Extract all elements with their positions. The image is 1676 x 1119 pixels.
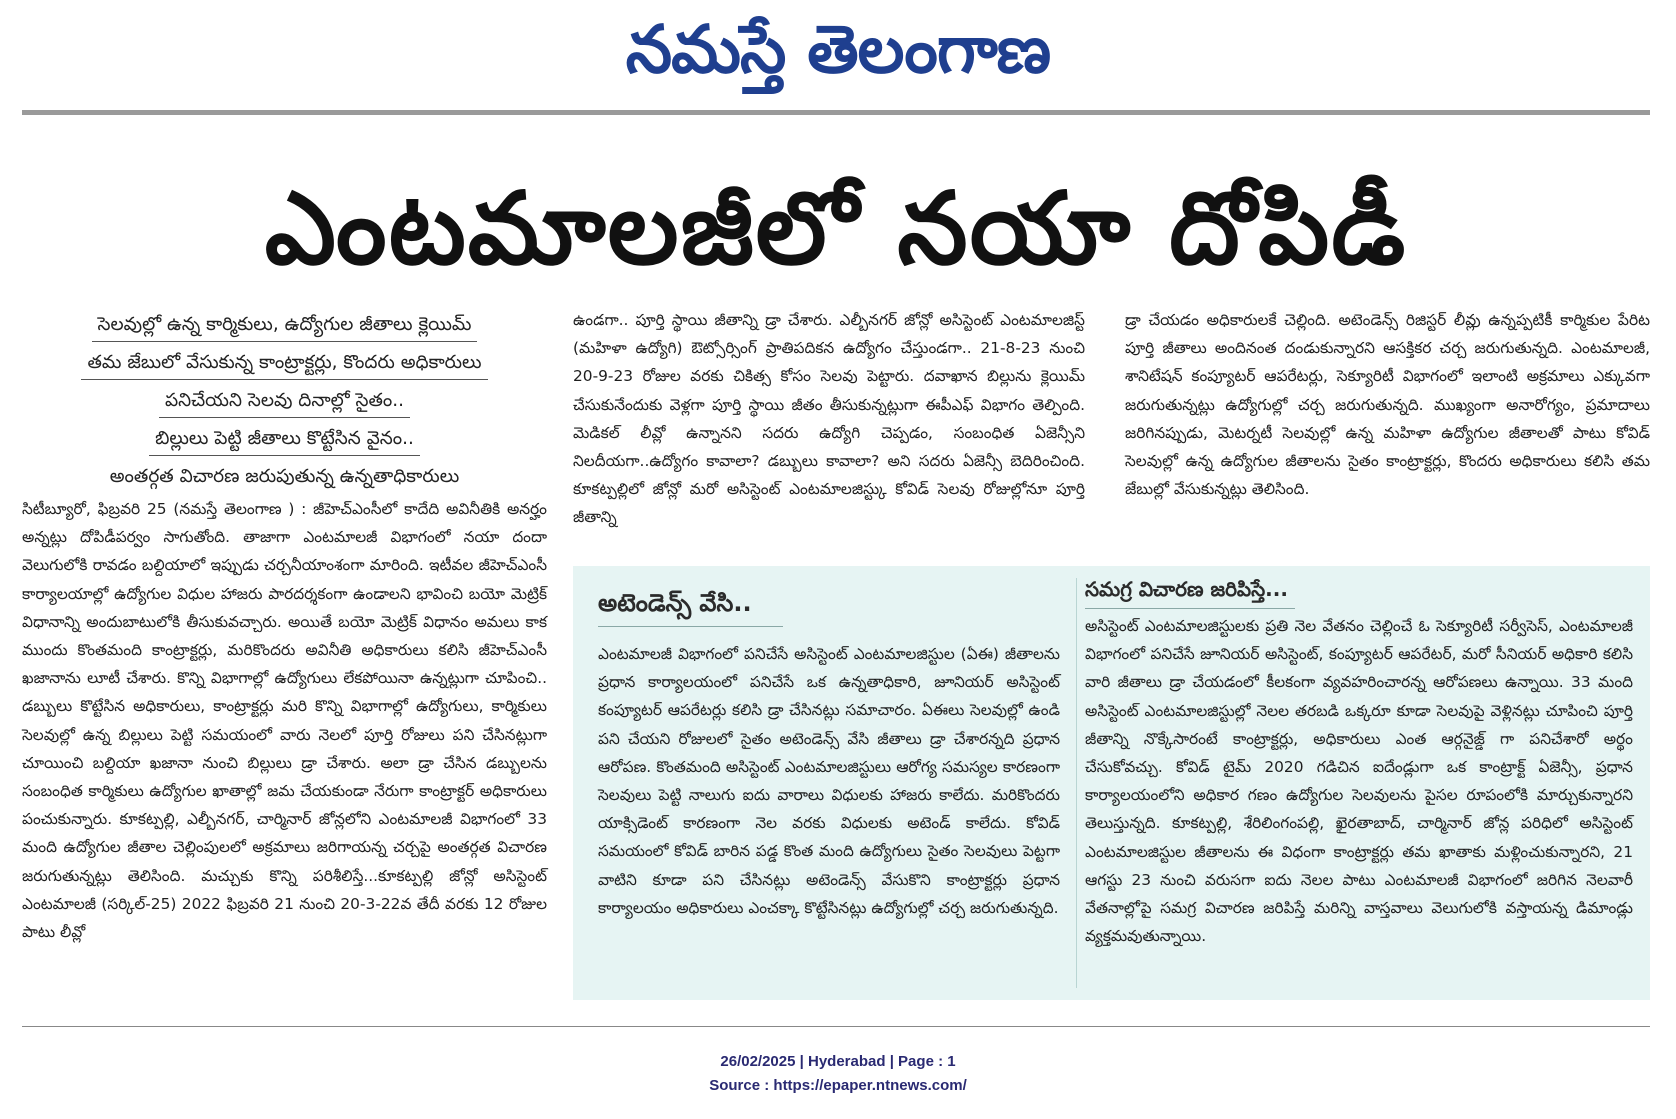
top-rule [22, 110, 1650, 115]
article-column-2: ఉండగా.. పూర్తి స్థాయి జీతాన్ని డ్రా చేశారు. ఎల్బీనగర్ జోన్లో అసిస్టెంట్ ఎంటమాలజిస్ట్ (మహిళా ఉద్యోగి) ఔట్సోర్సింగ్ ప్రాతిపదికన ఉద్యోగం చేస్తుండగా.. 21-8-23 నుంచి 20-9-23 రోజుల వరకు చికిత్స కోసం సెలవు పెట్టారు. దవాఖాన బిల్లును క్లెయిమ్ చేసుకునేందుకు వెళ్లగా పూర్తి స్థాయి జీతం తీసుకున్నట్లుగా ఈపీఎఫ్ విభాగం తెల్పింది. మెడికల్ లీవ్లో ఉన్నానని సదరు ఉద్యోగి చెప్పడం, సంబంధిత ఏజెన్సీని నిలదీయగా..ఉద్యోగం కావాలా? డబ్బులు కావాలా? అని సదరు ఏజెన్సీ బెదిరించింది. కూకట్పల్లిలో జోన్లో మరో అసిస్టెంట్ ఎంటమాలజిస్ట్కు కోవిడ్ సెలవు రోజుల్లోనూ పూర్తి జీతాన్ని [573, 311, 1085, 527]
deck-line-5: అంతర్గత విచారణ జరుపుతున్న ఉన్నతాధికారులు [109, 466, 460, 487]
deck-line-2: తమ జేబులో వేసుకున్న కాంట్రాక్టర్లు, కొందరు అధికారులు [22, 344, 547, 382]
footer-source-link[interactable]: Source : https://epaper.ntnews.com/ [709, 1077, 967, 1094]
headline: ఎంటమాలజీలో నయా దోపిడీ [264, 170, 1408, 287]
box-column-attendance: ఎంటమాలజీ విభాగంలో పనిచేసే అసిస్టెంట్ ఎంటమాలజిస్టుల (ఏఈ) జీతాలను ప్రధాన కార్యాలయంలో పనిచేసే ఒక ఉన్నతాధికారి, జూనియర్ అసిస్టెంట్ కంప్యూటర్ ఆపరేటర్లు కలిసి డ్రా చేసినట్లు సమాచారం. ఏఈలు సెలవుల్లో ఉండి పని చేయని రోజులలో సైతం అటెండెన్స్ వేసి జీతాలు డ్రా చేశారన్నది ప్రధాన ఆరోపణ. కొంతమంది అసిస్టెంట్ ఎంటమాలజిస్టులు ఆరోగ్య సమస్యల కారణంగా సెలవులు పెట్టి నాలుగు ఐదు వారాలు విధులకు హాజరు కాలేదు. మరికొందరు యాక్సిడెంట్ కారణంగా నెల వరకు విధులకు అటెండ్ కాలేదు. కోవిడ్ సమయంలో కోవిడ్ బారిన పడ్డ కొంత మంది ఉద్యోగులు సైతం సెలవులు పెట్టగా వాటిని కూడా పని చేసినట్లు అటెండెన్స్ వేసుకొని కాంట్రాక్టర్లు ప్రధాన కార్యాలయం అధికారులు ఎంచక్కా కొట్టేసినట్లు ఉద్యోగుల్లో చర్చ జరుగుతున్నది. [598, 645, 1060, 917]
box-divider [1076, 578, 1077, 988]
sub-decks [22, 306, 547, 496]
box-heading-rule-2 [1085, 608, 1295, 609]
bottom-rule [22, 1026, 1650, 1027]
deck-line-1: సెలవుల్లో ఉన్న కార్మికులు, ఉద్యోగుల జీతాలు క్లెయిమ్ [22, 306, 547, 344]
box-heading-rule-1 [598, 626, 783, 627]
footer [0, 1050, 1676, 1098]
masthead-logo: నమస్తే తెలంగాణ [625, 11, 1051, 88]
deck-line-3: పనిచేయని సెలవు దినాల్లో సైతం.. [22, 382, 547, 420]
box-heading-inquiry: సమగ్ర విచారణ జరిపిస్తే... [1085, 577, 1288, 601]
footer-date-line: 26/02/2025 | Hyderabad | Page : 1 [720, 1053, 956, 1070]
article-column-1: సిటీబ్యూరో, ఫిబ్రవరి 25 (నమస్తే తెలంగాణ ) : జీహెచ్ఎంసీలో కాదేది అవినీతికి అనర్హం అన్నట్లు దోపిడీపర్వం సాగుతోంది. తాజాగా ఎంటమాలజీ విభాగంలో నయా దందా వెలుగులోకి రావడం బల్దియాలో ఇప్పుడు చర్చనీయాంశంగా మారింది. ఇటీవల జీహెచ్ఎంసీ కార్యాలయాల్లో ఉద్యోగుల విధుల హాజరు పారదర్శకంగా ఉండాలని భావించి బయో మెట్రిక్ విధానాన్ని అందుబాటులోకి తీసుకువచ్చారు. అయితే బయో మెట్రిక్ విధానం అమలు కాక ముందు కొంతమంది కాంట్రాక్టర్లు, మరికొందరు అవినీతి అధికారులు కలిసి జీహెచ్ఎంసీ ఖజానాను లూటీ చేశారు. కొన్ని విభాగాల్లో ఉద్యోగులు లేకపోయినా ఉన్నట్లుగా చూపించి.. డబ్బులు కొట్టేసిన అధికారులు, కాంట్రాక్టర్లు మరి కొన్ని విభాగాల్లో ఉద్యోగులు, కార్మికులు సెలవుల్లో ఉన్న బిల్లులు పెట్టి సమయంలో వారు నెలలో పూర్తి రోజులు పని చేసినట్లుగా చూయించి బల్దియా ఖజానా నుంచి బిల్లులు డ్రా చేశారు. అలా డ్రా చేసిన డబ్బులను సంబంధిత కార్మికులు ఉద్యోగుల ఖాతాల్లో జమ చేయకుండా నేరుగా కాంట్రాక్టర్ అధికారులు పంచుకున్నారు. కూకట్పల్లి, ఎల్బీనగర్, చార్మినార్ జోన్లలోని ఎంటమాలజీ విభాగంలో 33 మంది ఉద్యోగుల జీతాల చెల్లింపులలో అక్రమాలు జరిగాయన్న చర్చపై అంతర్గత విచారణ జరుగుతున్నట్లు తెలిసింది. మచ్చుకు కొన్ని పరిశీలిస్తే...కూకట్పల్లి జోన్లో అసిస్టెంట్ ఎంటమాలజీ (సర్కిల్-25) 2022 ఫిబ్రవరి 21 నుంచి 20-3-22వ తేదీ వరకు 12 రోజుల పాటు లీవ్లో [22, 500, 547, 942]
deck-line-4: బిల్లులు పెట్టి జీతాలు కొట్టేసిన వైనం.. [22, 420, 547, 458]
box-column-inquiry: అసిస్టెంట్ ఎంటమాలజిస్టులకు ప్రతి నెల వేతనం చెల్లించే ఓ సెక్యూరిటీ సర్వీసెస్, ఎంటమాలజీ విభాగంలో పనిచేసే జూనియర్ అసిస్టెంట్, కంప్యూటర్ ఆపరేటర్, మరో సీనియర్ అధికారి కలిసి వారి జీతాలు డ్రా చేయడంలో కీలకంగా వ్యవహరించారన్న ఆరోపణలు ఉన్నాయి. 33 మంది అసిస్టెంట్ ఎంటమాలజిస్టుల్లో నెలల తరబడి ఒక్కరూ కూడా సెలవుపై వెళ్లినట్లు చూపించి పూర్తి జీతాన్ని నొక్కేసారంటే కాంట్రాక్టర్లు, అధికారులు ఎంత ఆర్గనైజ్డ్ గా పనిచేశారో అర్థం చేసుకోవచ్చు. కోవిడ్ టైమ్ 2020 గడిచిన ఐదేండ్లుగా ఒక కాంట్రాక్ట్ ఏజెన్సీ, ప్రధాన కార్యాలయంలోని అధికార గణం ఉద్యోగుల సెలవులను పైసల రూపంలోకి మార్చుకున్నారని తెలుస్తున్నది. కూకట్పల్లి, శేరిలింగంపల్లి, ఖైరతాబాద్, చార్మినార్ జోన్ల పరిధిలో అసిస్టెంట్ ఎంటమాలజిస్టుల జీతాలను ఈ విధంగా కాంట్రాక్టర్లు తమ ఖాతాకు మళ్లించుకున్నారని, 21 ఆగస్టు 23 నుంచి వరుసగా ఐదు నెలల పాటు ఎంటమాలజీ విభాగంలో జరిగిన నెలవారీ వేతనాల్లోపై సమగ్ర విచారణ జరిపిస్తే మరిన్ని వాస్తవాలు వెలుగులోకి వస్తాయన్న డిమాండ్లు వ్యక్తమవుతున్నాయి. [1085, 617, 1633, 946]
box-heading-attendance: అటెండెన్స్ వేసి.. [598, 589, 752, 617]
article-column-3: డ్రా చేయడం అధికారులకే చెల్లింది. అటెండెన్స్ రిజిస్టర్ లీవ్లు ఉన్నప్పటికీ కార్మికుల పేరిట పూర్తి జీతాలు అందినంత దండుకున్నారని ఆసక్తికర చర్చ జరుగుతున్నది. ఎంటమాలజీ, శానిటేషన్ కంప్యూటర్ ఆపరేటర్లు, సెక్యూరిటీ విభాగంలో ఇలాంటి అక్రమాలు ఎక్కువగా జరుగుతున్నట్లు ఉద్యోగుల్లో చర్చ జరుగుతున్నది. ముఖ్యంగా అనారోగ్యం, ప్రమాదాలు జరిగినప్పుడు, మెటర్నటీ సెలవుల్లో ఉన్న మహిళా ఉద్యోగుల జీతాలతో పాటు కోవిడ్ సెలవుల్లో ఉన్న ఉద్యోగుల జీతాలను సైతం కాంట్రాక్టర్లు, కొందరు అధికారులు కలిసి తమ జేబుల్లో వేసుకున్నట్లు తెలిసింది. [1125, 311, 1650, 499]
